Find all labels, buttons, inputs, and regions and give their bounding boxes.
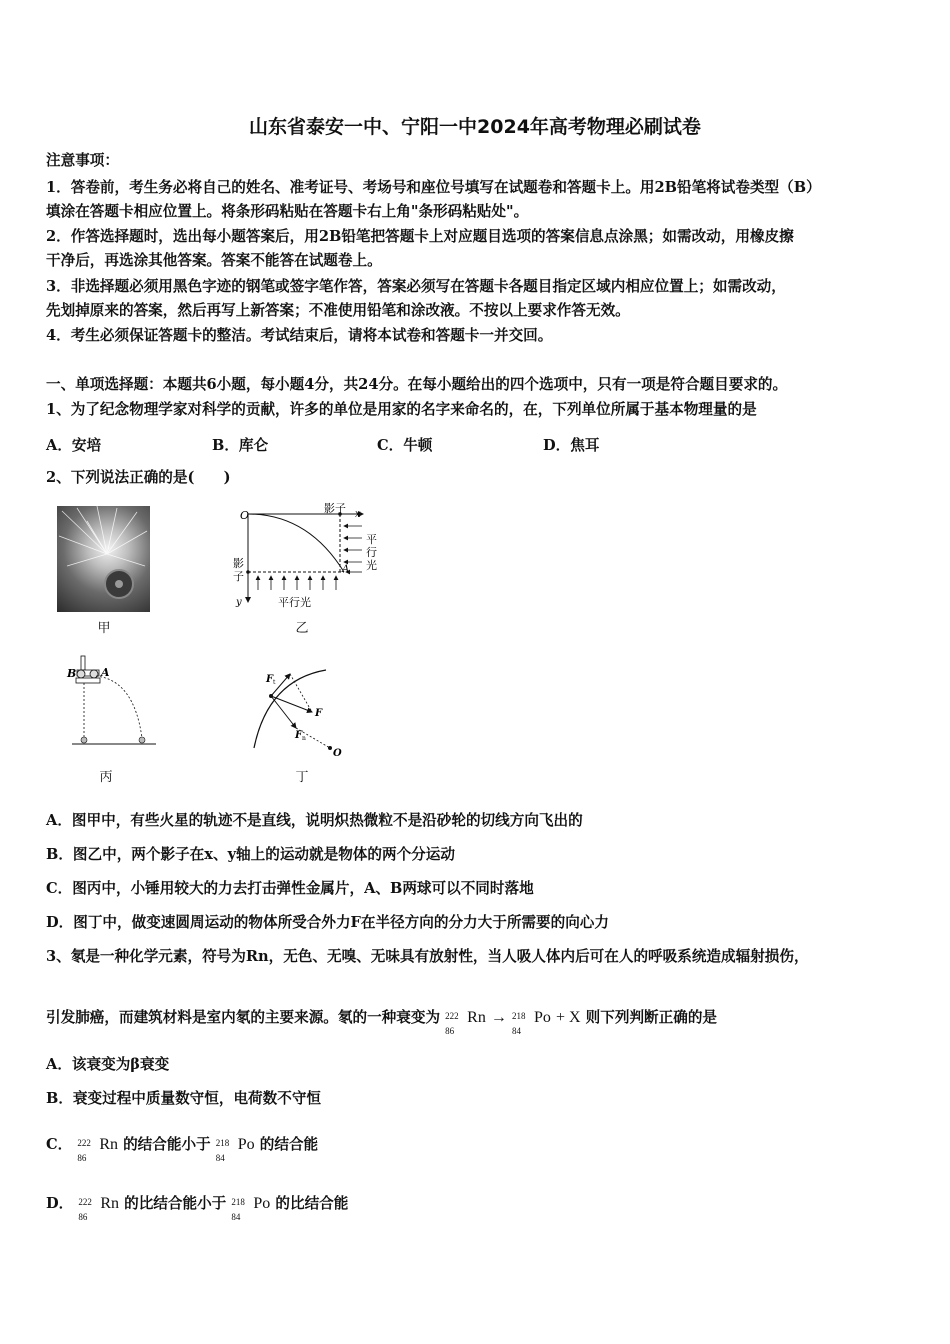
decay-arrow: →: [490, 1009, 507, 1026]
trajectory-curve: [248, 514, 344, 572]
notice-line: 2．作答选择题时，选出每小题答案后，用2B铅笔把答题卡上对应题目选项的答案信息点涂黑；如需改动，用橡皮擦: [46, 228, 794, 245]
hammer: [81, 656, 85, 670]
notice-line: 1．答卷前，考生务必将自己的姓名、准考证号、考场号和座位号填写在试题卷和答题卡上。用2B铅笔将试卷类型（B）: [46, 179, 821, 196]
radon-nuclide: 222 86 Rn: [78, 1195, 120, 1222]
q2-option-c: C．图丙中，小锤用较大的力去打击弹性金属片，A、B两球可以不同时落地: [46, 880, 534, 897]
polonium-nuclide: 218 84 Po: [231, 1195, 271, 1222]
q1-stem: 1、为了纪念物理学家对科学的贡献，许多的单位是用家的名字来命名的，在，下列单位所属于基本物理量的是: [46, 401, 757, 418]
radon-nuclide: 222 86 Rn: [77, 1136, 118, 1163]
label-fn-sub: n: [302, 735, 306, 742]
grinding-wheel-sparks-photo: [57, 506, 150, 612]
q1-option-a: A．安培: [46, 437, 102, 454]
label-o: O: [333, 748, 342, 759]
parabolic-path: [96, 676, 142, 738]
caption-jia: 甲: [97, 621, 111, 636]
parallel-light-side-label-2: 行: [366, 546, 377, 559]
q3-stem-line2: [46, 1003, 906, 1036]
notice-line: 3．非选择题必须用黑色字迹的钢笔或签字笔作答，答案必须写在答题卡各题目指定区域内相应位置上；如需改动，: [46, 278, 786, 295]
plus-x: + X: [556, 1009, 581, 1026]
q1-option-c: C．牛顿: [377, 437, 433, 454]
x-label: x: [355, 509, 361, 520]
label-f1: F: [266, 674, 274, 685]
polonium-nuclide: 218 84 Po: [512, 1009, 551, 1036]
notice-line: 先划掉原来的答案，然后再写上新答案；不准使用铅笔和涂改液。不按以上要求作答无效。: [46, 302, 630, 319]
q3-option-a: A．该衰变为β衰变: [46, 1056, 170, 1073]
page-title: 山东省泰安一中、宁阳一中2024年高考物理必刷试卷: [249, 116, 701, 138]
notice-line: 干净后，再选涂其他答案。答案不能答在试题卷上。: [46, 252, 382, 269]
origin-label: O: [240, 509, 250, 522]
q3-stem-line1: 3、氡是一种化学元素，符号为Rn，无色、无嗅、无味具有放射性，当人吸人体内后可在人的呼吸系统造成辐射损伤，: [46, 948, 809, 965]
q3-stem-end: 则下列判断正确的是: [585, 1009, 718, 1026]
q3-option-b: B．衰变过程中质量数守恒，电荷数不守恒: [46, 1090, 322, 1107]
notice-line: 4．考生必须保证答题卡的整洁。考试结束后，请将本试卷和答题卡一并交回。: [46, 327, 553, 344]
section-heading: 一、单项选择题：本题共6小题，每小题4分，共24分。在每小题给出的四个选项中，只有一项是符合题目要求的。: [46, 376, 788, 393]
notice-line: 填涂在答题卡相应位置上。将条形码粘贴在答题卡右上角"条形码粘贴处"。: [46, 203, 529, 220]
polonium-nuclide: 218 84 Po: [215, 1136, 255, 1163]
parallel-light-side-label-1: 平: [366, 533, 377, 546]
q1-option-b: B．库仑: [212, 437, 269, 454]
parallel-light-arrows-up: [258, 576, 336, 590]
parallel-light-side-label-3: 光: [366, 559, 377, 572]
shadow-left-label-2: 子: [233, 570, 244, 583]
ball-b: [77, 670, 85, 678]
falling-balls-diagram: [64, 654, 160, 748]
q1-option-d: D．焦耳: [543, 437, 600, 454]
label-b: B: [67, 667, 77, 680]
y-label: y: [236, 597, 242, 608]
q2-stem: 2、下列说法正确的是( ): [46, 469, 231, 486]
projection-diagram: [228, 502, 384, 612]
shadow-left-label-1: 影: [233, 557, 244, 570]
q2-option-b: B．图乙中，两个影子在x、y轴上的运动就是物体的两个分运动: [46, 846, 455, 863]
label-fn: F: [295, 730, 303, 741]
caption-bing: 丙: [99, 770, 113, 785]
q1-options: [46, 434, 746, 454]
caption-yi: 乙: [295, 621, 309, 636]
parallel-light-bottom-label: 平行光: [278, 596, 311, 609]
q2-option-a: A．图甲中，有些火星的轨迹不是直线，说明炽热微粒不是沿砂轮的切线方向飞出的: [46, 812, 583, 829]
q2-option-d: D．图丁中，做变速圆周运动的物体所受合外力F在半径方向的分力大于所需要的向心力: [46, 914, 609, 931]
point-a-label: A: [342, 564, 350, 575]
label-a: A: [101, 666, 110, 679]
radon-nuclide: 222 86 Rn: [445, 1009, 486, 1036]
caption-ding: 丁: [295, 770, 309, 785]
label-f: F: [315, 708, 323, 719]
q3-stem-text: 引发肺癌，而建筑材料是室内氡的主要来源。氡的一种衰变为: [46, 1009, 441, 1026]
label-f1-sub: t: [273, 679, 276, 686]
q3-option-d: D． 222 86 Rn 的比结合能小于 218 84 Po 的比结合能: [46, 1189, 906, 1219]
force-decomposition-diagram: [238, 664, 348, 760]
ball-a: [90, 670, 98, 678]
q3-option-c: C． 222 86 Rn 的结合能小于 218 84 Po 的结合能: [46, 1130, 906, 1160]
shadow-top-label: 影子: [324, 502, 346, 515]
spark-lines: [57, 506, 150, 612]
notice-heading: 注意事项：: [46, 152, 119, 169]
